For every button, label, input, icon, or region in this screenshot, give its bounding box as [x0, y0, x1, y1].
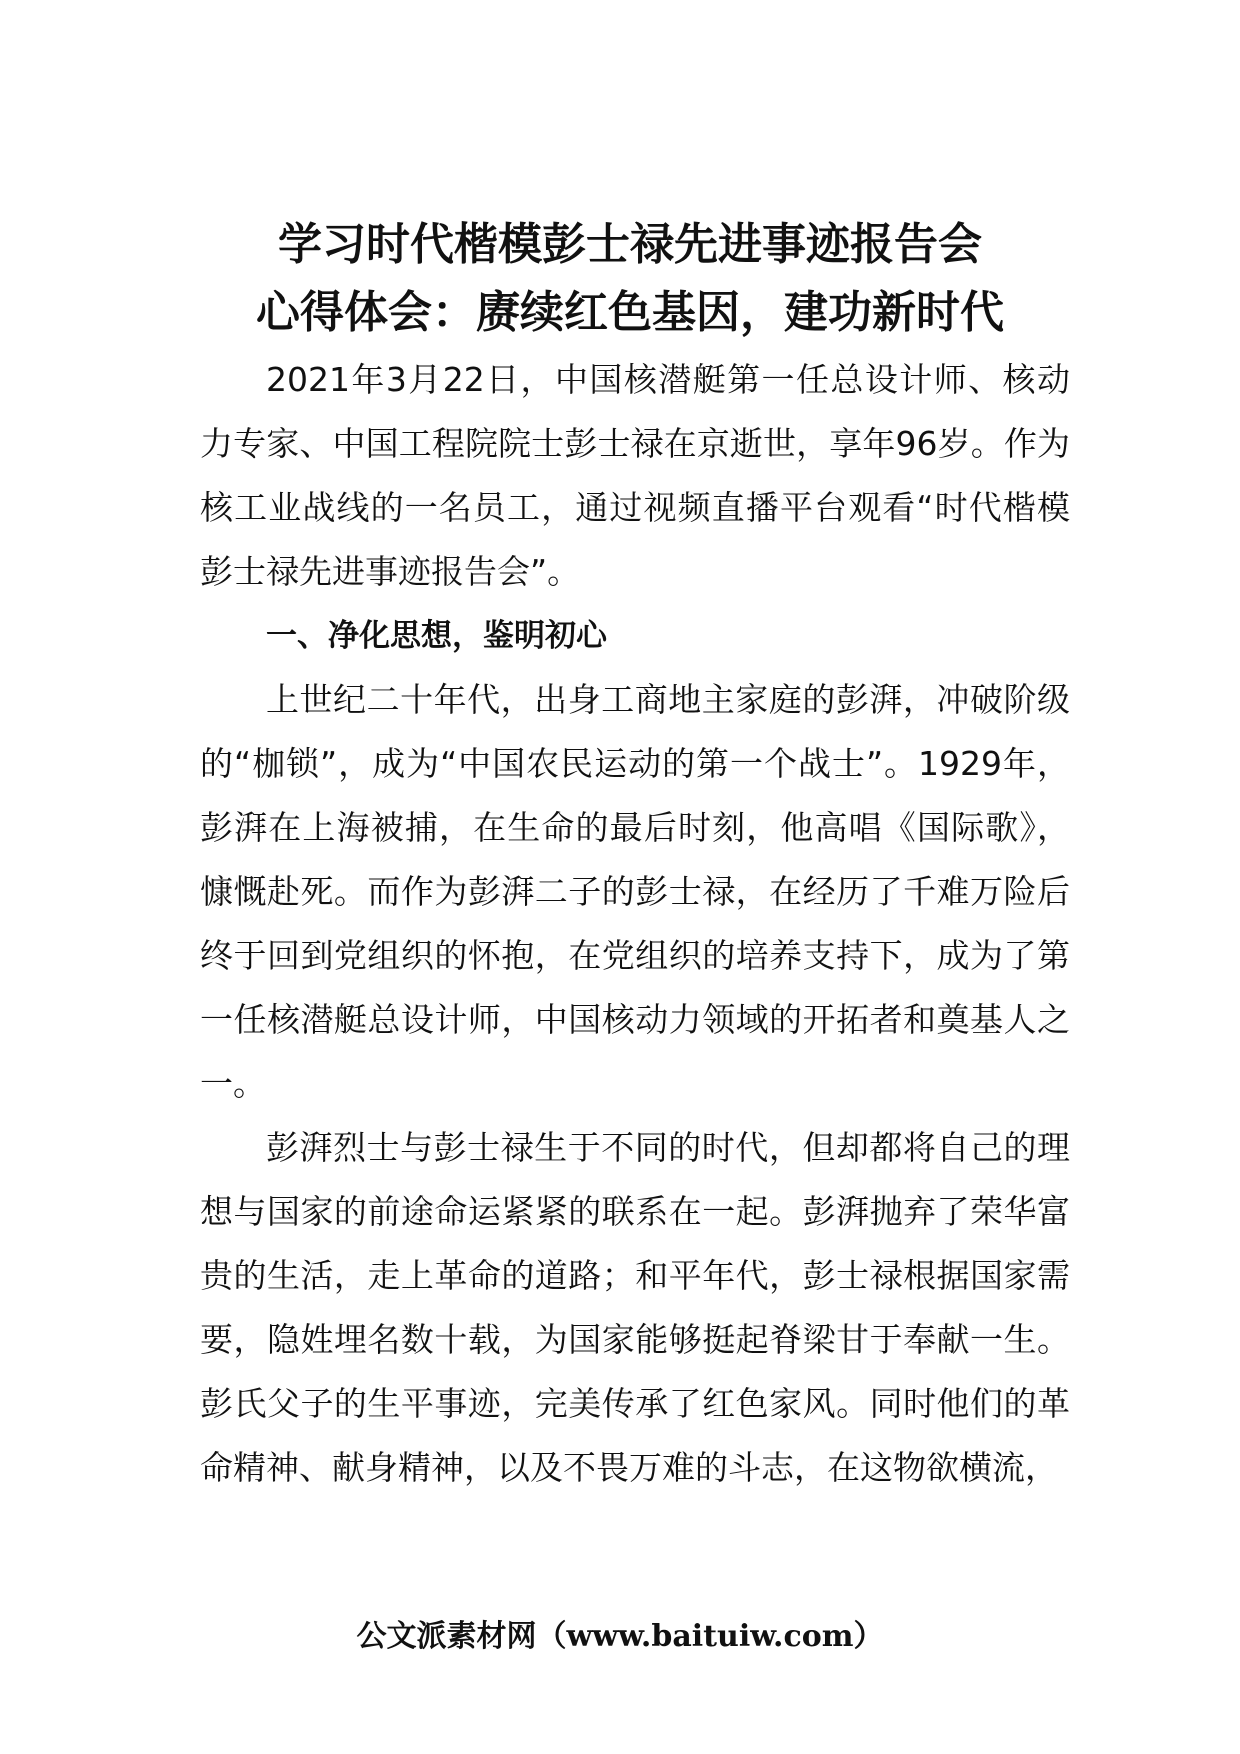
- document-title-line-1: 学习时代楷模彭士禄先进事迹报告会: [278, 219, 982, 270]
- body-paragraph-3: 彭湃烈士与彭士禄生于不同的时代，但却都将自己的理想与国家的前途命运紧紧的联系在一起。彭湃抛弃了荣华富贵的生活，走上革命的道路；和平年代，彭士禄根据国家需要，隐姓埋名数十载，为国家能够挺起脊梁甘于奉献一生。彭氏父子的生平事迹，完美传承了红色家风。同时他们的革命精神、献身精神，以及不畏万难的斗志，在这物欲横流，: [200, 1128, 1070, 1487]
- section-heading-1: 一、净化思想，鉴明初心: [266, 618, 607, 654]
- document-body: [200, 348, 1070, 1500]
- body-paragraph-2: 上世纪二十年代，出身工商地主家庭的彭湃，冲破阶级的“枷锁”，成为“中国农民运动的第一个战士”。1929年，彭湃在上海被捕，在生命的最后时刻，他高唱《国际歌》，慷慨赴死。而作为彭湃二子的彭士禄，在经历了千难万险后终于回到党组织的怀抱，在党组织的培养支持下，成为了第一任核潜艇总设计师，中国核动力领域的开拓者和奠基人之一。: [200, 680, 1070, 1103]
- document-title-line-2: 心得体会：赓续红色基因，建功新时代: [256, 287, 1004, 338]
- body-paragraph-1: 2021年3月22日，中国核潜艇第一任总设计师、核动力专家、中国工程院院士彭士禄在京逝世，享年96岁。作为核工业战线的一名员工，通过视频直播平台观看“时代楷模彭士禄先进事迹报告会”。: [200, 360, 1070, 591]
- page-footer-watermark: 公文派素材网（www.baituiw.com）: [356, 1619, 884, 1654]
